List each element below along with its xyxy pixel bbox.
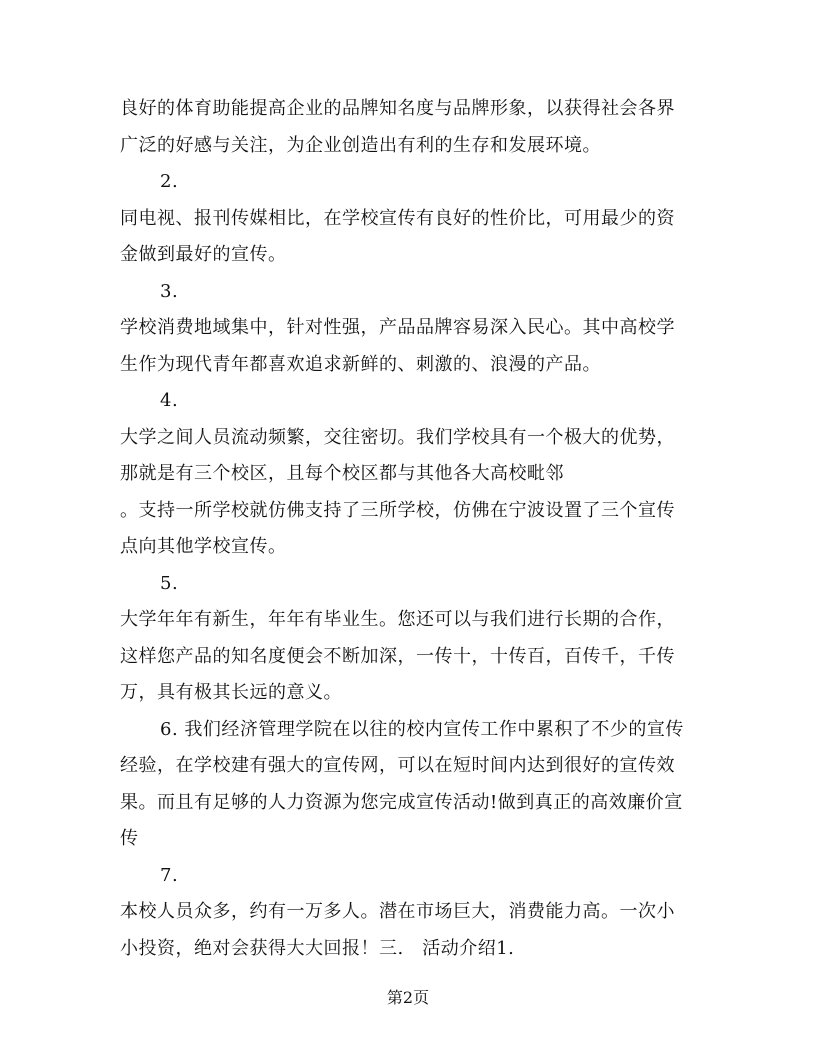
list-number: 5.: [160, 572, 179, 594]
paragraph-line: 大学年年有新生，年年有毕业生。您还可以与我们进行长期的合作，: [120, 609, 675, 630]
paragraph-line: 广泛的好感与关注，为企业创造出有利的生存和发展环境。: [120, 134, 601, 156]
paragraph-line: 万，具有极其长远的意义。: [120, 682, 342, 703]
list-number: 7.: [160, 864, 179, 886]
paragraph-line: 。支持一所学校就仿佛支持了三所学校，仿佛在宁波设置了三个宣传: [120, 499, 675, 521]
paragraph-line: 果。而且有足够的人力资源为您完成宣传活动!做到真正的高效廉价宣: [120, 791, 683, 813]
paragraph-line: 金做到最好的宣传。: [120, 244, 287, 265]
paragraph-line: 小投资，绝对会获得大大回报！三. 活动介绍1.: [120, 937, 515, 959]
list-number: 4.: [160, 390, 179, 411]
paragraph-line: 大学之间人员流动频繁，交往密切。我们学校具有一个极大的优势，: [120, 426, 675, 448]
paragraph-line: 点向其他学校宣传。: [120, 536, 287, 557]
paragraph-line: 生作为现代青年都喜欢追求新鲜的、刺激的、浪漫的产品。: [120, 353, 601, 375]
paragraph-line: 学校消费地域集中，针对性强，产品品牌容易深入民心。其中高校学: [120, 317, 675, 338]
paragraph-line: 传: [120, 828, 139, 849]
list-number: 2.: [160, 171, 179, 192]
paragraph-line: 那就是有三个校区，且每个校区都与其他各大高校毗邻: [120, 463, 564, 484]
paragraph-line: 6. 我们经济管理学院在以往的校内宣传工作中累积了不少的宣传: [160, 718, 684, 740]
paragraph-line: 这样您产品的知名度便会不断加深，一传十，十传百，百传千，千传: [120, 645, 675, 667]
paragraph-line: 良好的体育助能提高企业的品牌知名度与品牌形象，以获得社会各界: [120, 98, 675, 119]
paragraph-line: 本校人员众多，约有一万多人。潜在市场巨大，消费能力高。一次小: [120, 901, 675, 922]
document-body: [120, 91, 700, 967]
list-number: 3.: [160, 280, 179, 302]
page-number: 第2页: [386, 988, 430, 1007]
paragraph-line: 经验，在学校建有强大的宣传网，可以在短时间内达到很好的宣传效: [120, 755, 675, 776]
paragraph-line: 同电视、报刊传媒相比，在学校宣传有良好的性价比，可用最少的资: [120, 207, 675, 229]
